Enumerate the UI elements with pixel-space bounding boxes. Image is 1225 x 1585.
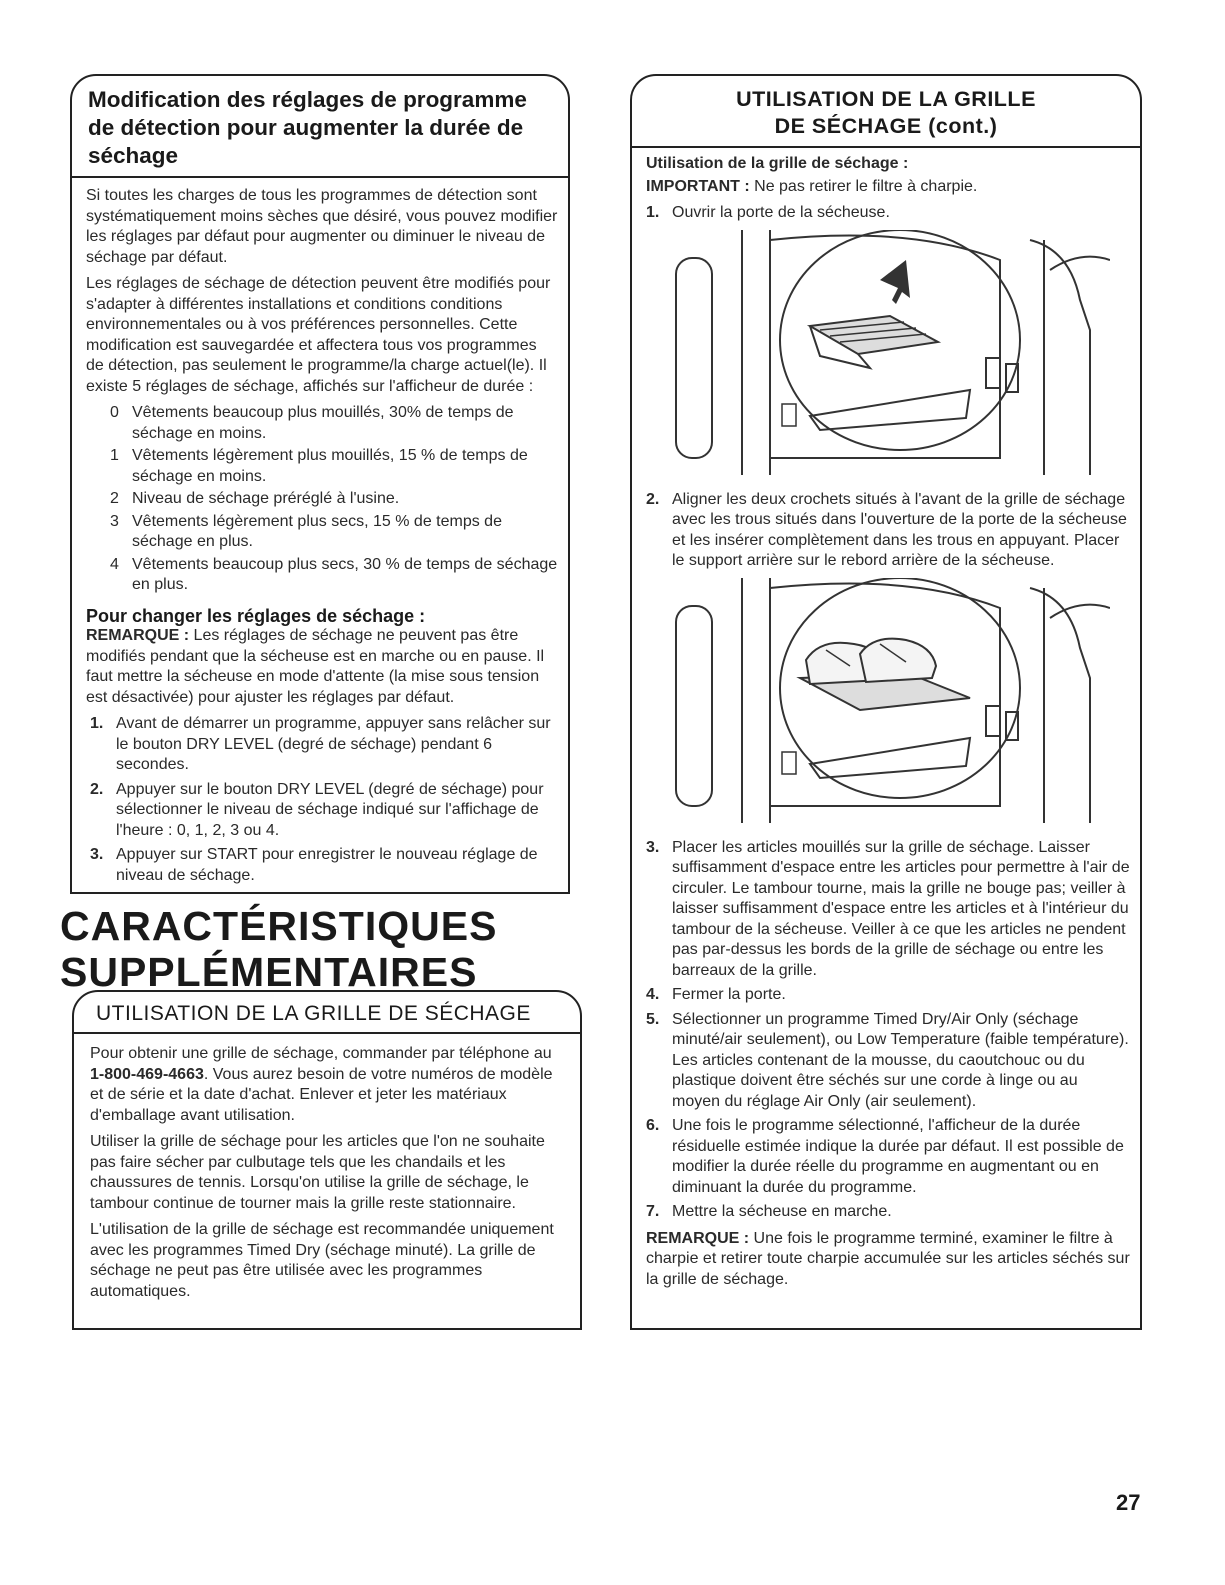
remark: REMARQUE : Les réglages de séchage ne peuvent pas être modifiés pendant que la sécheuse est en marche ou en pause. Il faut mettre la sécheuse en mode d'attente (la mise sous tension est désactivée) pour ajuster les réglages par défaut. bbox=[86, 627, 545, 706]
list-item: 6. Une fois le programme sélectionné, l'afficheur de la durée résiduelle estimée indique la durée par défaut. Il est possible de modifier la durée réelle du programme en augmentant ou en diminuant la durée du programme. bbox=[646, 1117, 1124, 1196]
list-item: 5. Sélectionner un programme Timed Dry/Air Only (séchage minuté/air seulement), ou Low Temperature (faible température). Les articles contenant de la mousse, du caoutchouc ou du plastique doivent être séchés sur une corde à linge ou au moyen du réglage Air Only (air seulement). bbox=[646, 1010, 1129, 1110]
phone-number: 1-800-469-4663 bbox=[90, 1065, 204, 1083]
section-title: Modification des réglages de programme de détection pour augmenter la durée de séchage bbox=[88, 87, 527, 168]
list-item: 2 Niveau de séchage préréglé à l'usine. bbox=[110, 490, 400, 507]
list-item: 3 Vêtements légèrement plus secs, 15 % de temps de séchage en plus. bbox=[110, 512, 502, 550]
section-title: UTILISATION DE LA GRILLE DE SÉCHAGE (cont.) bbox=[736, 87, 1036, 138]
page-number: 27 bbox=[1116, 1490, 1141, 1515]
section-header bbox=[74, 992, 580, 1034]
step-list bbox=[86, 714, 558, 886]
list-item: 4 Vêtements beaucoup plus secs, 30 % de temps de séchage en plus. bbox=[110, 555, 558, 593]
subheading: Utilisation de la grille de séchage : bbox=[646, 155, 909, 172]
list-item: 1 Vêtements légèrement plus mouillés, 15 % de temps de séchage en moins. bbox=[110, 447, 528, 485]
section-header bbox=[632, 76, 1140, 148]
remark: REMARQUE : Une fois le programme terminé, examiner le filtre à charpie et retirer toute charpie accumulée sur les articles séchés sur la grille de séchage. bbox=[646, 1229, 1130, 1288]
list-item: 1. Avant de démarrer un programme, appuyer sans relâcher sur le bouton DRY LEVEL (degré de séchage) pendant 6 secondes. bbox=[90, 715, 551, 773]
step-list bbox=[646, 490, 1130, 572]
section-sensor-dry-settings bbox=[70, 74, 570, 894]
dry-level-list bbox=[86, 403, 558, 596]
paragraph: Si toutes les charges de tous les programmes de détection sont systématiquement moins sèches que désiré, vous pouvez modifier les réglages par défaut pour augmenter ou diminuer le niveau de séchage par défaut. bbox=[86, 187, 558, 266]
section-body bbox=[74, 1034, 580, 1302]
list-item: 0 Vêtements beaucoup plus mouillés, 30% de temps de séchage en moins. bbox=[110, 404, 514, 442]
section-title: UTILISATION DE LA GRILLE DE SÉCHAGE bbox=[96, 1002, 531, 1025]
section-drying-rack bbox=[72, 990, 582, 1330]
subheading: Pour changer les réglages de séchage : bbox=[86, 605, 426, 626]
list-item: 3. Appuyer sur START pour enregistrer le nouveau réglage de niveau de séchage. bbox=[90, 846, 538, 884]
step-list bbox=[646, 838, 1130, 1223]
step-list bbox=[646, 203, 1130, 224]
list-item: 4. Fermer la porte. bbox=[646, 986, 786, 1003]
list-item: 2. Aligner les deux crochets situés à l'avant de la grille de séchage avec les trous situés dans l'ouverture de la porte de la sécheuse et les insérer complètement dans les trous en appuyant. Placer le support arrière sur le rebord arrière de la sécheuse. bbox=[646, 490, 1127, 569]
section-body bbox=[72, 178, 568, 886]
dryer-rack-shoes-illustration bbox=[670, 578, 1110, 830]
paragraph: Utiliser la grille de séchage pour les articles que l'on ne souhaite pas faire sécher par culbutage tels que les chandails et les chaussures de tennis. Lorsqu'on utilise la grille de séchage, le tambour continue de tourner mais la grille reste stationnaire. bbox=[90, 1133, 545, 1212]
paragraph: Les réglages de séchage de détection peuvent être modifiés pour s'adapter à différentes installations et conditions conditions environnementales ou à vos préférences personnelles. Cette modification est sauvegardée et affectera tous vos programmes de détection, pas seulement le programme/la charge actuel(le). Il existe 5 réglages de séchage, affichés sur l'afficheur de durée : bbox=[86, 275, 551, 395]
section-body bbox=[632, 148, 1140, 1290]
dryer-rack-illustration bbox=[670, 230, 1110, 482]
important-note: IMPORTANT : Ne pas retirer le filtre à charpie. bbox=[646, 177, 978, 195]
paragraph: L'utilisation de la grille de séchage est recommandée uniquement avec les programmes Timed Dry (séchage minuté). La grille de séchage ne peut pas être utilisée avec les programmes automatiques. bbox=[90, 1221, 554, 1300]
section-header bbox=[72, 76, 568, 178]
section-heading: CARACTÉRISTIQUES SUPPLÉMENTAIRES bbox=[60, 903, 498, 995]
paragraph: Pour obtenir une grille de séchage, commander par téléphone au 1-800-469-4663. Vous aurez besoin de votre numéros de modèle et de série et la date d'achat. Enlever et jeter les matériaux d'emballage avant utilisation. bbox=[90, 1045, 553, 1124]
list-item: 1. Ouvrir la porte de la sécheuse. bbox=[646, 204, 890, 221]
section-drying-rack-cont bbox=[630, 74, 1142, 1330]
list-item: 2. Appuyer sur le bouton DRY LEVEL (degré de séchage) pour sélectionner le niveau de séchage indiqué sur l'affichage de l'heure : 0, 1, 2, 3 ou 4. bbox=[90, 780, 544, 839]
list-item: 7. Mettre la sécheuse en marche. bbox=[646, 1203, 892, 1220]
list-item: 3. Placer les articles mouillés sur la grille de séchage. Laisser suffisamment d'espace entre les articles pour permettre à l'air de circuler. Le tambour tourne, mais la grille ne bouge pas; veiller à laisser suffisamment d'espace entre les articles et à l'intérieur du tambour de la sécheuse. Veiller à ce que les articles ne pendent pas par-dessus les bords de la grille de séchage ou entre les barreaux de la grille. bbox=[646, 838, 1130, 979]
